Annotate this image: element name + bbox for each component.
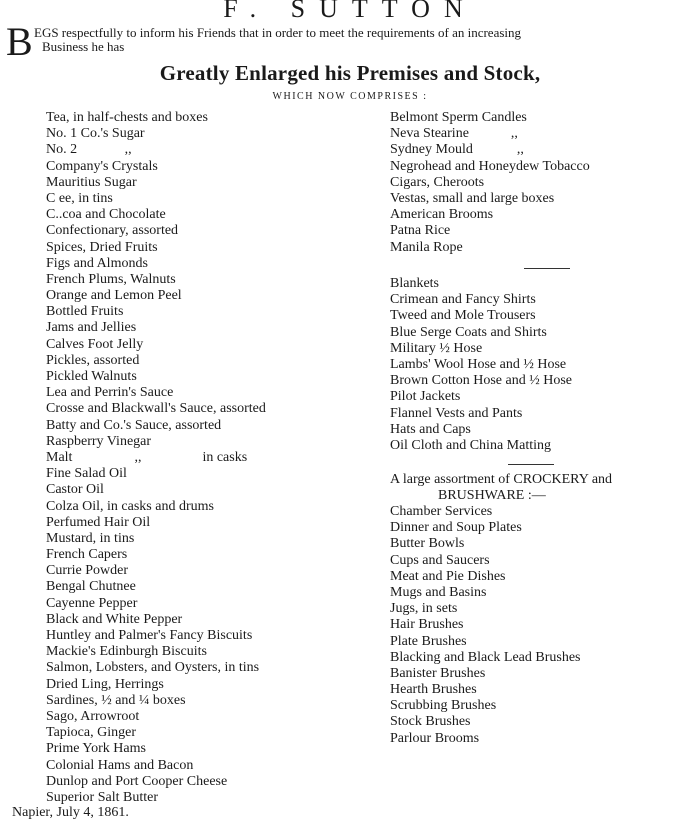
- list-item: Hair Brushes: [390, 617, 464, 633]
- crockery-heading: [390, 472, 690, 504]
- section-divider: [524, 268, 570, 269]
- list-item: Currie Powder: [46, 563, 129, 579]
- list-item: Banister Brushes: [390, 665, 486, 681]
- list-item: Lambs' Wool Hose and ½ Hose: [390, 356, 567, 372]
- list-item: Cigars, Cheroots: [390, 174, 485, 190]
- list-item: Castor Oil: [46, 482, 104, 498]
- dateline: Napier, July 4, 1861.: [12, 805, 129, 820]
- list-item: Negrohead and Honeydew Tobacco: [390, 158, 590, 174]
- ditto-mark: ,,: [510, 126, 518, 142]
- list-item: Stock Brushes: [390, 714, 471, 730]
- grocery-list: [46, 110, 346, 806]
- clothing-list: [390, 276, 690, 454]
- list-item: No. 1 Co.'s Sugar: [46, 126, 145, 142]
- list-item: [390, 126, 690, 142]
- list-item: American Brooms: [390, 207, 494, 223]
- list-item: Mustard, in tins: [46, 530, 135, 546]
- intro-line-1: EGS respectfully to inform his Friends that in order to meet the requirements of an increasing: [34, 26, 522, 40]
- intro-line-2: Business he has: [42, 39, 125, 54]
- crockery-heading-line-2: BRUSHWARE :—: [438, 488, 546, 504]
- advert-title: F. SUTTON: [223, 0, 477, 23]
- list-item: French Plums, Walnuts: [46, 271, 176, 287]
- list-item: Hats and Caps: [390, 421, 471, 437]
- list-item: Crimean and Fancy Shirts: [390, 292, 536, 308]
- ditto-mark: ,,: [516, 142, 524, 158]
- list-item: Calves Foot Jelly: [46, 336, 144, 352]
- list-item: Lea and Perrin's Sauce: [46, 385, 174, 401]
- list-item: Meat and Pie Dishes: [390, 568, 506, 584]
- list-item: French Capers: [46, 547, 128, 563]
- list-item: [46, 450, 346, 466]
- list-item: Vestas, small and large boxes: [390, 190, 555, 206]
- list-item: Colza Oil, in casks and drums: [46, 498, 214, 514]
- list-item: Military ½ Hose: [390, 340, 483, 356]
- intro-text: [34, 26, 698, 54]
- malt-suffix: in casks: [202, 449, 248, 465]
- list-item: Belmont Sperm Candles: [390, 110, 527, 125]
- list-item: Figs and Almonds: [46, 255, 148, 271]
- list-item: Pickled Walnuts: [46, 369, 137, 384]
- list-item: Chamber Services: [390, 504, 493, 519]
- list-item: Prime York Hams: [46, 741, 146, 757]
- item-text: Malt: [46, 449, 73, 465]
- list-item: [46, 142, 346, 158]
- item-text: Sydney Mould: [390, 142, 473, 158]
- list-item: Fine Salad Oil: [46, 466, 127, 482]
- list-item: Blankets: [390, 276, 439, 291]
- list-item: Salmon, Lobsters, and Oysters, in tins: [46, 660, 260, 676]
- item-text: Neva Stearine: [390, 126, 469, 142]
- list-item: Bengal Chutnee: [46, 579, 136, 595]
- list-item: Cayenne Pepper: [46, 595, 138, 611]
- list-item: [390, 142, 690, 158]
- sundries-list: [390, 110, 690, 256]
- list-item: Dunlop and Port Cooper Cheese: [46, 773, 228, 789]
- list-item: Dinner and Soup Plates: [390, 520, 522, 536]
- list-item: C ee, in tins: [46, 190, 113, 206]
- list-item: Hearth Brushes: [390, 682, 477, 698]
- list-item: Mugs and Basins: [390, 584, 487, 600]
- list-item: Pilot Jackets: [390, 389, 461, 405]
- list-item: Mackie's Edinburgh Biscuits: [46, 644, 207, 660]
- list-item: Scrubbing Brushes: [390, 698, 497, 714]
- section-divider: [508, 464, 554, 465]
- list-item: Parlour Brooms: [390, 730, 480, 746]
- list-item: Crosse and Blackwall's Sauce, assorted: [46, 401, 266, 417]
- list-item: Flannel Vests and Pants: [390, 405, 523, 421]
- list-item: Huntley and Palmer's Fancy Biscuits: [46, 628, 253, 643]
- list-item: Oil Cloth and China Matting: [390, 437, 551, 453]
- ditto-mark: ,,: [134, 449, 142, 465]
- list-item: Butter Bowls: [390, 536, 465, 552]
- list-item: Manila Rope: [390, 239, 463, 255]
- list-item: Black and White Pepper: [46, 611, 183, 627]
- list-item: Tapioca, Ginger: [46, 725, 136, 741]
- list-item: C..coa and Chocolate: [46, 207, 166, 223]
- list-item: Tweed and Mole Trousers: [390, 308, 536, 324]
- list-item: Colonial Hams and Bacon: [46, 757, 194, 773]
- list-item: Mauritius Sugar: [46, 174, 137, 190]
- drop-cap: B: [6, 19, 33, 64]
- list-item: Pickles, assorted: [46, 352, 140, 368]
- list-item: Orange and Lemon Peel: [46, 288, 182, 304]
- list-item: Batty and Co.'s Sauce, assorted: [46, 417, 222, 433]
- list-item: Patna Rice: [390, 223, 451, 239]
- list-item: Confectionary, assorted: [46, 223, 179, 239]
- crockery-list: [390, 472, 690, 747]
- list-item: Jugs, in sets: [390, 601, 458, 617]
- list-item: Sago, Arrowroot: [46, 708, 140, 724]
- crockery-heading-line-1: A large assortment of CROCKERY and: [390, 472, 613, 487]
- headline: Greatly Enlarged his Premises and Stock,: [159, 61, 541, 85]
- list-item: Brown Cotton Hose and ½ Hose: [390, 373, 572, 389]
- ditto-mark: ,,: [124, 142, 132, 158]
- list-item: Bottled Fruits: [46, 304, 124, 320]
- list-item: Perfumed Hair Oil: [46, 514, 151, 530]
- list-item: Raspberry Vinegar: [46, 433, 152, 449]
- list-item: Tea, in half-chests and boxes: [46, 110, 208, 125]
- list-item: Company's Crystals: [46, 158, 158, 174]
- list-item: Jams and Jellies: [46, 320, 137, 336]
- list-item: Superior Salt Butter: [46, 789, 158, 805]
- list-item: Blue Serge Coats and Shirts: [390, 324, 547, 340]
- list-item: Spices, Dried Fruits: [46, 239, 158, 255]
- list-item: Dried Ling, Herrings: [46, 676, 164, 692]
- list-item: Blacking and Black Lead Brushes: [390, 649, 581, 665]
- item-text: No. 2: [46, 142, 78, 158]
- list-item: Cups and Saucers: [390, 552, 490, 568]
- list-item: Sardines, ½ and ¼ boxes: [46, 692, 186, 708]
- list-item: Plate Brushes: [390, 633, 467, 649]
- subhead: WHICH NOW COMPRISES :: [272, 91, 428, 102]
